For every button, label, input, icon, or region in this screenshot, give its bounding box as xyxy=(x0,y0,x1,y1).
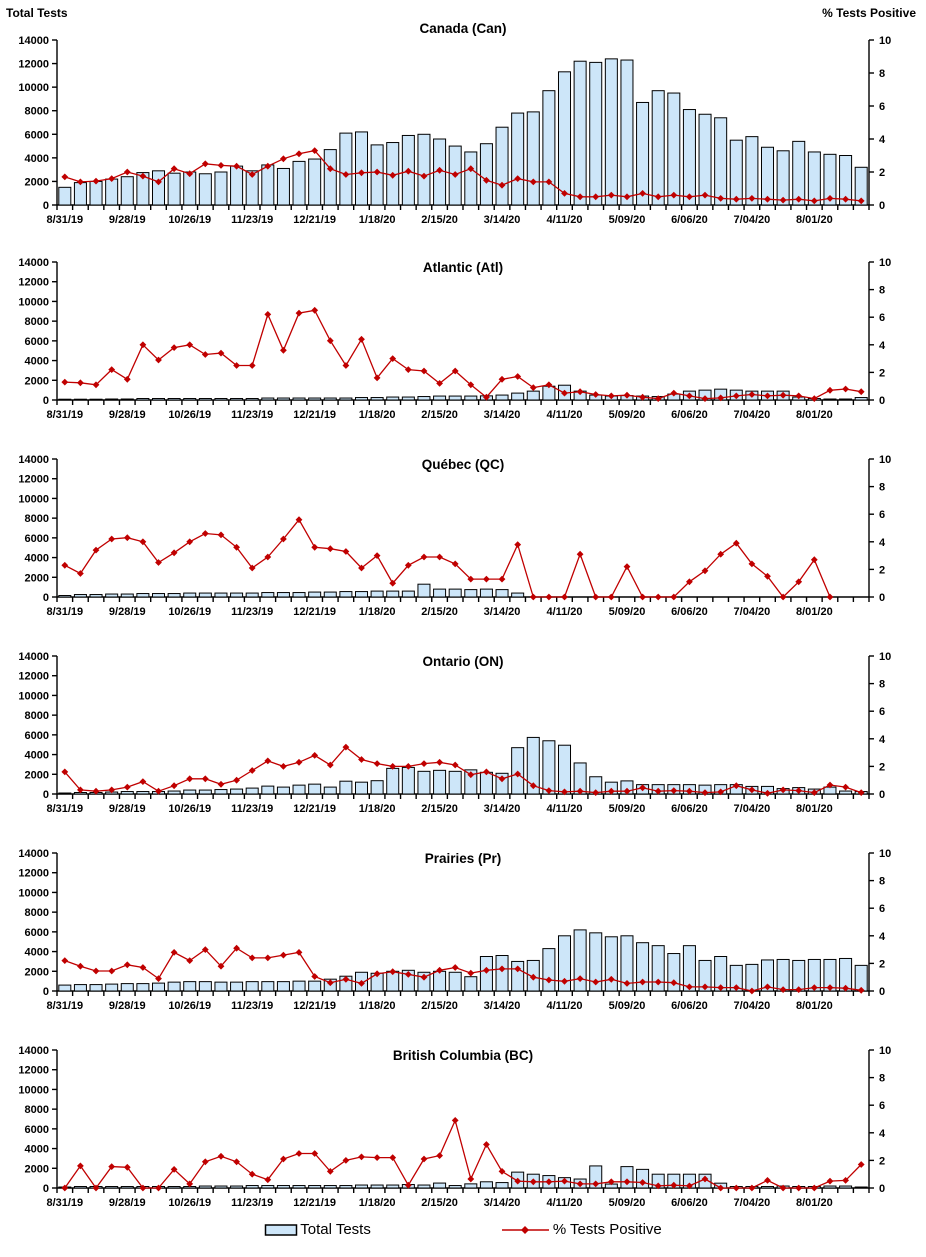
line-pct-positive xyxy=(61,147,864,204)
svg-text:10/26/19: 10/26/19 xyxy=(168,409,212,421)
chart-prairies xyxy=(0,817,926,1014)
legend-item-pct-positive xyxy=(501,1221,662,1238)
svg-text:12000: 12000 xyxy=(18,867,49,880)
svg-text:8: 8 xyxy=(879,284,886,297)
svg-text:8/31/19: 8/31/19 xyxy=(46,1000,84,1012)
svg-text:9/28/19: 9/28/19 xyxy=(108,1000,146,1012)
svg-text:8: 8 xyxy=(879,678,886,691)
svg-text:10000: 10000 xyxy=(18,493,49,506)
line-pct-positive xyxy=(61,307,864,402)
svg-text:1/18/20: 1/18/20 xyxy=(358,1000,396,1012)
svg-text:12/21/19: 12/21/19 xyxy=(293,606,337,618)
svg-text:9/28/19: 9/28/19 xyxy=(108,214,146,226)
svg-text:6000: 6000 xyxy=(24,926,49,939)
svg-text:4: 4 xyxy=(879,1127,886,1140)
svg-text:10000: 10000 xyxy=(18,690,49,703)
svg-text:6000: 6000 xyxy=(24,1123,49,1136)
svg-text:2: 2 xyxy=(879,167,886,179)
chart-title: Ontario (ON) xyxy=(422,654,504,669)
svg-text:10000: 10000 xyxy=(18,82,49,95)
svg-text:8: 8 xyxy=(879,875,886,888)
svg-text:2: 2 xyxy=(879,564,886,577)
svg-text:8000: 8000 xyxy=(24,907,49,920)
svg-text:9/28/19: 9/28/19 xyxy=(108,409,146,421)
svg-text:4: 4 xyxy=(879,930,886,943)
svg-text:4000: 4000 xyxy=(24,355,49,368)
legend-label-pct-positive: % Tests Positive xyxy=(552,1221,662,1238)
svg-text:4/11/20: 4/11/20 xyxy=(546,1000,583,1012)
svg-text:12/21/19: 12/21/19 xyxy=(293,409,337,421)
svg-text:12000: 12000 xyxy=(18,276,49,289)
svg-text:5/09/20: 5/09/20 xyxy=(608,214,646,226)
svg-text:8/31/19: 8/31/19 xyxy=(46,214,84,226)
svg-text:4: 4 xyxy=(879,733,886,746)
svg-text:1/18/20: 1/18/20 xyxy=(358,803,396,815)
svg-text:10/26/19: 10/26/19 xyxy=(168,214,212,226)
svg-text:2000: 2000 xyxy=(24,769,49,782)
legend-label-total-tests: Total Tests xyxy=(300,1221,371,1238)
bars-total-tests xyxy=(59,737,867,794)
svg-text:1/18/20: 1/18/20 xyxy=(358,606,396,618)
svg-text:8/01/20: 8/01/20 xyxy=(795,214,833,226)
svg-text:4000: 4000 xyxy=(24,552,49,565)
svg-text:4: 4 xyxy=(879,536,886,549)
svg-text:0: 0 xyxy=(879,1183,886,1195)
svg-text:7/04/20: 7/04/20 xyxy=(733,409,771,421)
svg-text:4/11/20: 4/11/20 xyxy=(546,214,583,226)
chart-ontario xyxy=(0,620,926,817)
svg-text:12/21/19: 12/21/19 xyxy=(293,214,337,226)
svg-text:8000: 8000 xyxy=(24,710,49,723)
svg-text:14000: 14000 xyxy=(18,454,49,466)
svg-text:2000: 2000 xyxy=(24,1163,49,1176)
svg-text:10: 10 xyxy=(879,257,892,269)
svg-text:8/01/20: 8/01/20 xyxy=(795,1197,833,1209)
line-pct-positive xyxy=(61,1117,864,1191)
svg-text:11/23/19: 11/23/19 xyxy=(231,1000,274,1012)
svg-text:5/09/20: 5/09/20 xyxy=(608,803,646,815)
svg-text:12/21/19: 12/21/19 xyxy=(293,803,337,815)
svg-text:1/18/20: 1/18/20 xyxy=(358,1197,396,1209)
axes xyxy=(52,656,874,799)
svg-text:7/04/20: 7/04/20 xyxy=(733,803,771,815)
chart-title: Prairies (Pr) xyxy=(424,851,502,866)
svg-text:3/14/20: 3/14/20 xyxy=(483,1197,521,1209)
svg-text:12/21/19: 12/21/19 xyxy=(293,1197,337,1209)
svg-text:4000: 4000 xyxy=(24,1143,49,1156)
svg-text:10/26/19: 10/26/19 xyxy=(168,1197,212,1209)
chart-title: Atlantic (Atl) xyxy=(422,260,504,275)
svg-text:6/06/20: 6/06/20 xyxy=(671,214,708,226)
svg-text:9/28/19: 9/28/19 xyxy=(108,1197,146,1209)
svg-text:10/26/19: 10/26/19 xyxy=(168,1000,212,1012)
svg-text:2/15/20: 2/15/20 xyxy=(421,803,458,815)
line-pct-positive xyxy=(61,945,864,995)
svg-text:14000: 14000 xyxy=(18,35,49,47)
svg-text:6000: 6000 xyxy=(24,729,49,742)
svg-text:4/11/20: 4/11/20 xyxy=(546,803,583,815)
svg-text:8/01/20: 8/01/20 xyxy=(795,409,833,421)
diamond-markers xyxy=(61,945,864,995)
svg-text:8/01/20: 8/01/20 xyxy=(795,606,833,618)
line-swatch-icon xyxy=(501,1222,553,1238)
chart-title: Québec (QC) xyxy=(421,457,505,472)
svg-text:6: 6 xyxy=(879,903,886,916)
bars-total-tests xyxy=(59,385,867,400)
svg-text:6/06/20: 6/06/20 xyxy=(671,1000,708,1012)
svg-text:2/15/20: 2/15/20 xyxy=(421,214,458,226)
svg-text:7/04/20: 7/04/20 xyxy=(733,606,771,618)
svg-text:8: 8 xyxy=(879,1072,886,1085)
svg-text:5/09/20: 5/09/20 xyxy=(608,1197,646,1209)
svg-text:8/01/20: 8/01/20 xyxy=(795,1000,833,1012)
svg-text:4/11/20: 4/11/20 xyxy=(546,409,583,421)
svg-text:6000: 6000 xyxy=(24,532,49,545)
svg-text:3/14/20: 3/14/20 xyxy=(483,803,521,815)
svg-text:8000: 8000 xyxy=(24,513,49,526)
svg-text:10000: 10000 xyxy=(18,1084,49,1097)
svg-text:6/06/20: 6/06/20 xyxy=(671,409,708,421)
svg-text:3/14/20: 3/14/20 xyxy=(483,214,521,226)
bar-swatch-icon xyxy=(264,1222,300,1238)
svg-text:4/11/20: 4/11/20 xyxy=(546,606,583,618)
svg-text:10: 10 xyxy=(879,848,892,860)
svg-text:6: 6 xyxy=(879,312,886,325)
svg-text:2: 2 xyxy=(879,761,886,774)
diamond-markers xyxy=(61,147,864,204)
svg-text:6000: 6000 xyxy=(24,335,49,348)
svg-text:0: 0 xyxy=(42,986,49,998)
right-axis-title: % Tests Positive xyxy=(822,6,916,20)
axes xyxy=(52,459,874,602)
svg-text:9/28/19: 9/28/19 xyxy=(108,606,146,618)
svg-text:5/09/20: 5/09/20 xyxy=(608,1000,646,1012)
svg-text:8: 8 xyxy=(879,481,886,494)
svg-text:0: 0 xyxy=(42,200,49,212)
svg-text:4: 4 xyxy=(879,134,886,146)
svg-text:10000: 10000 xyxy=(18,296,49,309)
svg-text:0: 0 xyxy=(879,592,886,604)
svg-text:6000: 6000 xyxy=(24,129,49,142)
chart-title: British Columbia (BC) xyxy=(392,1048,534,1063)
svg-text:3/14/20: 3/14/20 xyxy=(483,606,521,618)
line-pct-positive xyxy=(61,744,864,797)
svg-text:2000: 2000 xyxy=(24,572,49,585)
svg-text:8000: 8000 xyxy=(24,105,49,118)
svg-text:6: 6 xyxy=(879,509,886,522)
svg-text:11/23/19: 11/23/19 xyxy=(231,214,274,226)
svg-text:4000: 4000 xyxy=(24,749,49,762)
svg-text:10: 10 xyxy=(879,454,892,466)
svg-text:0: 0 xyxy=(42,592,49,604)
svg-text:8/31/19: 8/31/19 xyxy=(46,1197,84,1209)
diamond-markers xyxy=(61,307,864,402)
left-axis-title: Total Tests xyxy=(6,6,68,20)
svg-text:2000: 2000 xyxy=(24,176,49,189)
svg-text:10: 10 xyxy=(879,1045,892,1057)
bars-total-tests xyxy=(59,59,867,205)
svg-text:8/01/20: 8/01/20 xyxy=(795,803,833,815)
bars-total-tests xyxy=(59,1166,867,1188)
svg-text:3/14/20: 3/14/20 xyxy=(483,1000,521,1012)
svg-text:5/09/20: 5/09/20 xyxy=(608,606,646,618)
svg-text:6: 6 xyxy=(879,1100,886,1113)
diamond-markers xyxy=(61,1117,864,1191)
bars-total-tests xyxy=(59,584,524,597)
svg-text:8/31/19: 8/31/19 xyxy=(46,803,84,815)
svg-text:0: 0 xyxy=(42,789,49,801)
svg-text:8: 8 xyxy=(879,68,886,80)
svg-text:10: 10 xyxy=(879,35,892,47)
svg-text:10/26/19: 10/26/19 xyxy=(168,803,212,815)
line-pct-positive xyxy=(61,516,833,600)
svg-text:0: 0 xyxy=(42,1183,49,1195)
chart-british-columbia xyxy=(0,1014,926,1211)
svg-text:0: 0 xyxy=(879,789,886,801)
axes xyxy=(52,262,874,405)
svg-text:14000: 14000 xyxy=(18,257,49,269)
svg-text:6/06/20: 6/06/20 xyxy=(671,606,708,618)
svg-text:2000: 2000 xyxy=(24,375,49,388)
chart-title: Canada (Can) xyxy=(419,21,507,36)
svg-text:2/15/20: 2/15/20 xyxy=(421,1000,458,1012)
svg-text:9/28/19: 9/28/19 xyxy=(108,803,146,815)
svg-text:14000: 14000 xyxy=(18,848,49,860)
chart-atlantic xyxy=(0,226,926,423)
svg-text:14000: 14000 xyxy=(18,1045,49,1057)
svg-text:6/06/20: 6/06/20 xyxy=(671,1197,708,1209)
svg-text:6: 6 xyxy=(879,101,886,113)
svg-text:2: 2 xyxy=(879,958,886,971)
svg-text:10/26/19: 10/26/19 xyxy=(168,606,212,618)
svg-text:0: 0 xyxy=(879,200,886,212)
svg-text:8000: 8000 xyxy=(24,1104,49,1117)
svg-text:12000: 12000 xyxy=(18,670,49,683)
svg-text:0: 0 xyxy=(879,986,886,998)
svg-text:12000: 12000 xyxy=(18,58,49,71)
svg-text:7/04/20: 7/04/20 xyxy=(733,1000,771,1012)
chart-quebec xyxy=(0,423,926,620)
svg-text:2/15/20: 2/15/20 xyxy=(421,1197,458,1209)
svg-text:2: 2 xyxy=(879,367,886,380)
svg-text:7/04/20: 7/04/20 xyxy=(733,1197,771,1209)
svg-text:11/23/19: 11/23/19 xyxy=(231,409,274,421)
svg-text:10: 10 xyxy=(879,651,892,663)
svg-text:6: 6 xyxy=(879,706,886,719)
bars-total-tests xyxy=(59,930,867,991)
svg-text:4: 4 xyxy=(879,339,886,352)
legend xyxy=(0,1221,926,1238)
svg-text:8/31/19: 8/31/19 xyxy=(46,409,84,421)
svg-text:4000: 4000 xyxy=(24,152,49,165)
svg-text:8000: 8000 xyxy=(24,316,49,329)
svg-text:12000: 12000 xyxy=(18,473,49,486)
svg-text:6/06/20: 6/06/20 xyxy=(671,803,708,815)
svg-text:14000: 14000 xyxy=(18,651,49,663)
svg-text:2/15/20: 2/15/20 xyxy=(421,409,458,421)
svg-text:12/21/19: 12/21/19 xyxy=(293,1000,337,1012)
svg-text:2000: 2000 xyxy=(24,966,49,979)
svg-text:1/18/20: 1/18/20 xyxy=(358,214,396,226)
svg-text:11/23/19: 11/23/19 xyxy=(231,1197,274,1209)
svg-text:0: 0 xyxy=(879,395,886,407)
svg-text:11/23/19: 11/23/19 xyxy=(231,803,274,815)
svg-text:11/23/19: 11/23/19 xyxy=(231,606,274,618)
svg-text:0: 0 xyxy=(42,395,49,407)
svg-text:12000: 12000 xyxy=(18,1064,49,1077)
svg-text:5/09/20: 5/09/20 xyxy=(608,409,646,421)
chart-canada xyxy=(0,0,926,226)
svg-text:4000: 4000 xyxy=(24,946,49,959)
svg-text:3/14/20: 3/14/20 xyxy=(483,409,521,421)
legend-item-total-tests xyxy=(264,1221,371,1238)
svg-text:2/15/20: 2/15/20 xyxy=(421,606,458,618)
svg-text:4/11/20: 4/11/20 xyxy=(546,1197,583,1209)
svg-text:8/31/19: 8/31/19 xyxy=(46,606,84,618)
svg-text:2: 2 xyxy=(879,1155,886,1168)
svg-text:7/04/20: 7/04/20 xyxy=(733,214,771,226)
svg-text:10000: 10000 xyxy=(18,887,49,900)
svg-text:1/18/20: 1/18/20 xyxy=(358,409,396,421)
